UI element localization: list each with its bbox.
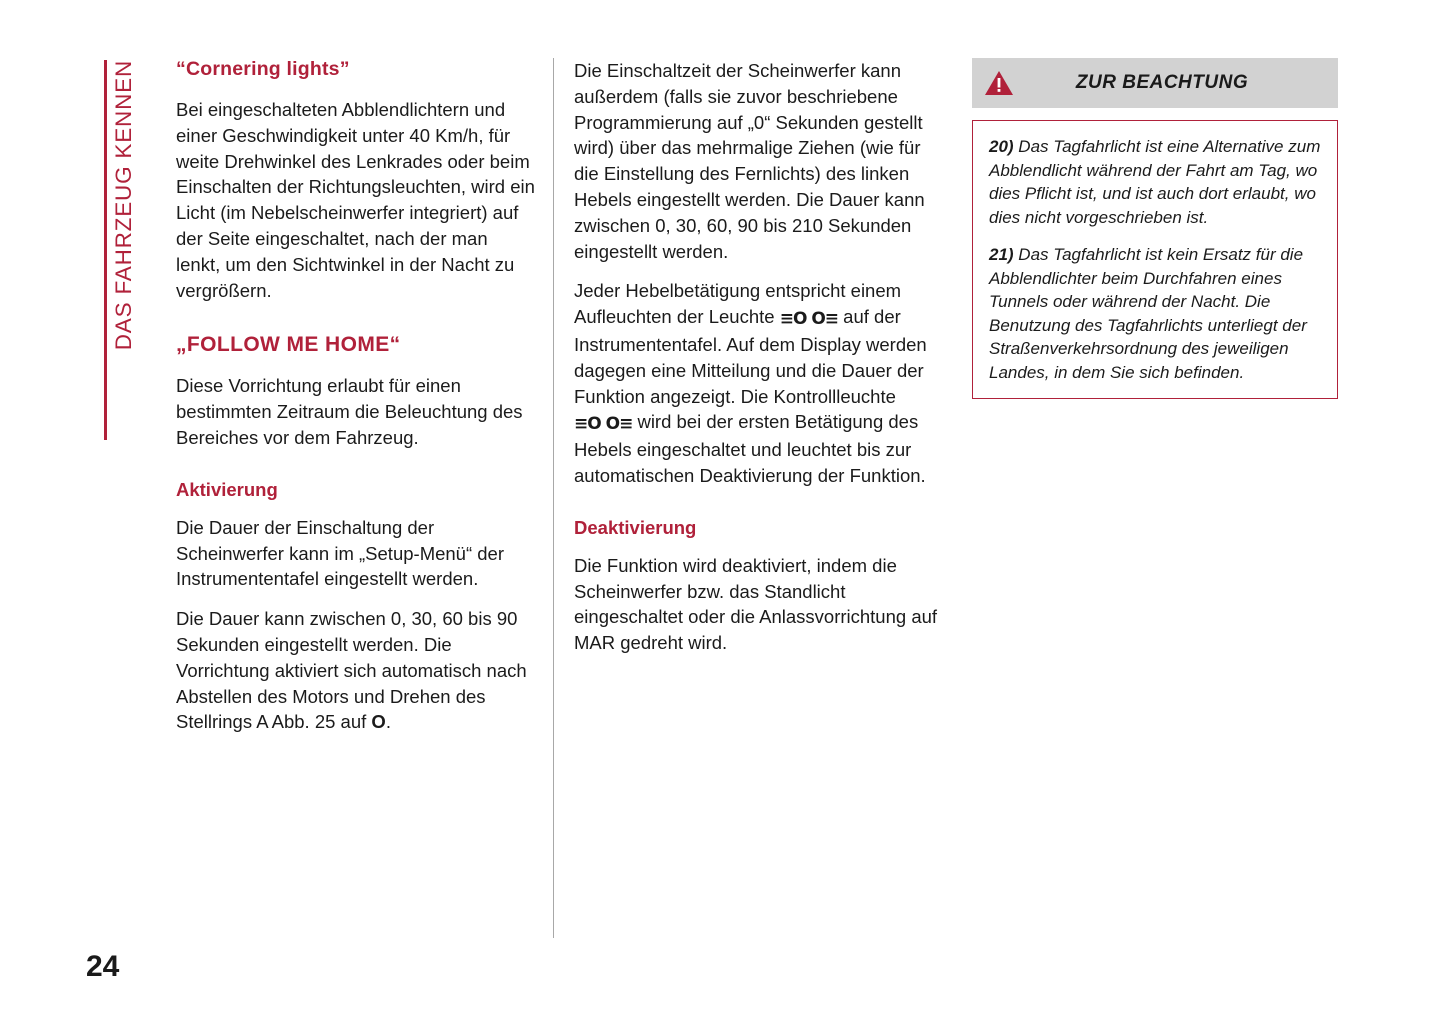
column-divider — [553, 58, 554, 938]
text-column-1 — [176, 58, 536, 735]
warning-box-header — [972, 58, 1338, 108]
heading-deaktivierung: Deaktivierung — [574, 516, 697, 538]
chapter-tab — [104, 60, 144, 440]
heading-cornering-lights: “Cornering lights” — [176, 58, 350, 80]
heading-aktivierung: Aktivierung — [176, 478, 278, 500]
heading-follow-me-home: „FOLLOW ME HOME“ — [176, 333, 401, 357]
warning-triangle-icon — [972, 69, 1026, 97]
warning-note-number: 20) — [989, 137, 1014, 156]
paragraph-cornering-lights: Bei eingeschalteten Abblendlichtern und einer Geschwindigkeit unter 40 Km/h, für weite Drehwinkel des Lenkrades oder beim Einschalten der Richtungsleuchten, wird ein Licht (im Nebelscheinwerfer integriert) auf der Seite eingeschaltet, nach der man lenkt, um den Sichtwinkel in der Nacht zu vergrößern. — [176, 99, 535, 301]
warning-box — [972, 58, 1338, 399]
warning-note — [989, 243, 1321, 384]
follow-me-home-lamp-icon-2: ≡O O≡ — [574, 414, 633, 435]
text-column-2 — [574, 58, 940, 656]
warning-box-body — [972, 120, 1338, 399]
stellring-position-value: O — [371, 711, 386, 733]
paragraph-aktivierung-2-pre: Die Dauer kann zwischen 0, 30, 60 bis 90 Sekunden eingestellt werden. Die Vorrichtung aktiviert sich automatisch nach Abstellen des Motors und Drehen des Stellrings A Abb. 25 auf — [176, 608, 527, 733]
paragraph-hebel-part-1: Jeder Hebelbetätigung entspricht einem Aufleuchten der Leuchte — [574, 280, 902, 328]
warning-box-title: ZUR BEACHTUNG — [1075, 72, 1249, 93]
warning-note-text: Das Tagfahrlicht ist kein Ersatz für die Abblendlichter beim Durchfahren eines Tunnels oder während der Nacht. Die Benutzung des Tagfahrlichts unterliegt der Straßenverkehrsordnung des jeweiligen Landes, in dem Sie sich befinden. — [989, 245, 1307, 382]
paragraph-hebel-part-2: auf der Instrumententafel. Auf dem Display werden dagegen eine Mitteilung und die Dauer der Funktion angezeigt. Die Kontrollleuchte — [574, 306, 927, 407]
paragraph-deaktivierung: Die Funktion wird deaktiviert, indem die Scheinwerfer bzw. das Standlicht eingeschaltet oder die Anlassvorrichtung auf MAR gedreht wird. — [574, 554, 938, 654]
paragraph-hebel-part-3: wird bei der ersten Betätigung des Hebels eingeschaltet und leuchtet bis zur automatischen Deaktivierung der Funktion. — [574, 411, 926, 486]
paragraph-aktivierung-2-post: . — [385, 711, 391, 733]
paragraph-aktivierung-1: Die Dauer der Einschaltung der Scheinwerfer kann im „Setup-Menü“ der Instrumententafel eingestellt werden. — [176, 516, 505, 590]
warning-note-number: 21) — [989, 245, 1014, 264]
chapter-tab-label: DAS FAHRZEUG KENNEN — [111, 60, 136, 351]
page-number: 24 — [86, 950, 120, 983]
paragraph-hebelbetaetigung — [574, 278, 940, 488]
paragraph-follow-me-home: Diese Vorrichtung erlaubt für einen bestimmten Zeitraum die Beleuchtung des Bereiches vor dem Fahrzeug. — [176, 375, 523, 448]
warning-note-text: Das Tagfahrlicht ist eine Alternative zum Abblendlicht während der Fahrt am Tag, wo dies Pflicht ist, und ist auch dort erlaubt, wo dies nicht vorgeschrieben ist. — [989, 137, 1321, 227]
follow-me-home-lamp-icon: ≡O O≡ — [779, 309, 839, 330]
paragraph-aktivierung-2 — [176, 606, 536, 735]
paragraph-einschaltzeit: Die Einschaltzeit der Scheinwerfer kann außerdem (falls sie zuvor beschriebene Programmierung auf „0“ Sekunden gestellt wird) über das mehrmalige Ziehen (wie für die Einstellung des Fernlichts) des linken Hebels eingestellt werden. Die Dauer kann zwischen 0, 30, 60, 90 bis 210 Sekunden eingestellt werden. — [574, 60, 925, 262]
warning-note — [989, 135, 1321, 229]
